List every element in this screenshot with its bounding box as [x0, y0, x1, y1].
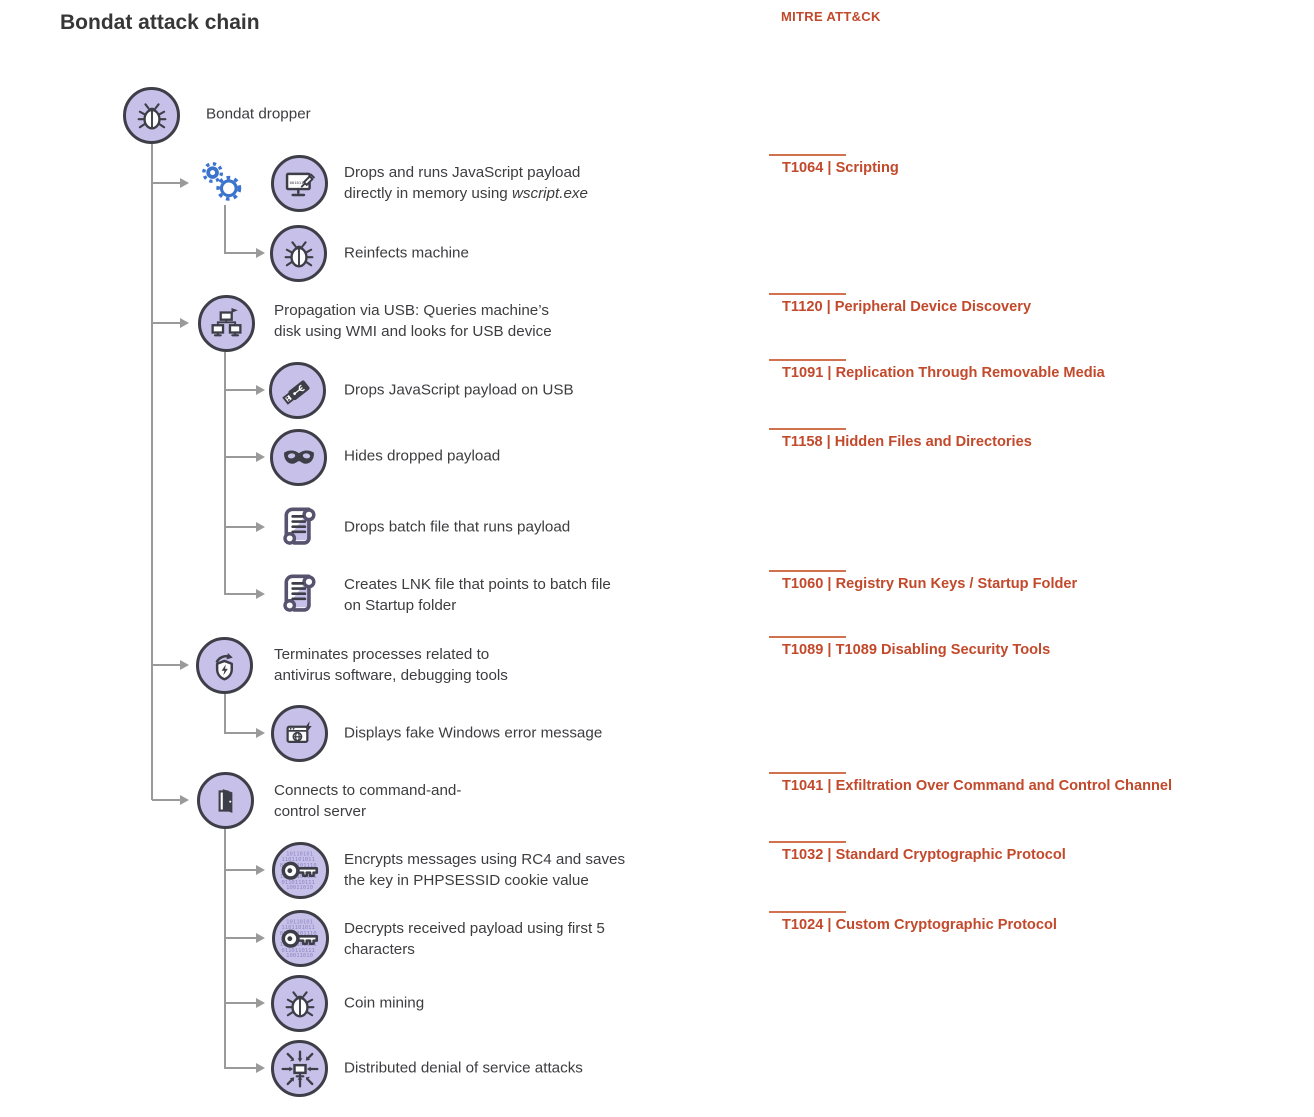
- arrow-icon: [180, 178, 189, 188]
- coin-mining-label: Coin mining: [344, 994, 425, 1012]
- technique-overline: [769, 428, 846, 430]
- ddos-label: Distributed denial of service attacks: [344, 1059, 583, 1077]
- terminate-av-node: [196, 637, 253, 694]
- arrow-icon: [256, 385, 265, 395]
- technique-t1060: T1060 | Registry Run Keys / Startup Folder: [769, 570, 1314, 592]
- hide-payload-node: [270, 429, 327, 486]
- technique-t1032: T1032 | Standard Cryptographic Protocol: [769, 841, 1314, 863]
- arrow-icon: [256, 589, 265, 599]
- technique-overline: [769, 772, 846, 774]
- browser-bolt-icon: [282, 716, 318, 752]
- encrypt-label: Encrypts messages using RC4 and saves the key in PHPSESSID cookie value: [344, 851, 626, 889]
- technique-overline: [769, 911, 846, 913]
- reinfect-label: Reinfects machine: [344, 244, 469, 262]
- connector-line: [224, 869, 256, 871]
- connector-line: [224, 526, 256, 528]
- bondat-dropper-label: Bondat dropper: [206, 105, 311, 123]
- arrow-icon: [256, 865, 265, 875]
- technique-overline: [769, 154, 846, 156]
- technique-overline: [769, 293, 846, 295]
- arrow-icon: [256, 248, 265, 258]
- arrow-icon: [256, 1063, 265, 1073]
- connector-line: [152, 664, 180, 666]
- connector-line: [224, 252, 256, 254]
- door-icon: [209, 784, 243, 818]
- usb-drop-label: Drops JavaScript payload on USB: [344, 381, 574, 399]
- shield-refresh-icon: [207, 648, 243, 684]
- arrow-icon: [256, 998, 265, 1008]
- terminate-av-label: Terminates processes related to antivirus software, debugging tools: [274, 646, 508, 684]
- gears-icon: [199, 161, 245, 203]
- connector-line: [224, 694, 226, 734]
- technique-t1024: T1024 | Custom Cryptographic Protocol: [769, 911, 1314, 933]
- mask-icon: [280, 439, 318, 477]
- encrypt-node: [272, 842, 329, 899]
- connector-line: [224, 1067, 256, 1069]
- mitre-attack-column-header: MITRE ATT&CK: [781, 9, 881, 24]
- technique-t1041: T1041 | Exfiltration Over Command and Control Channel: [769, 772, 1314, 794]
- technique-overline: [769, 359, 846, 361]
- batch-file-label: Drops batch file that runs payload: [344, 518, 571, 536]
- c2-node: [197, 772, 254, 829]
- technique-t1120: T1120 | Peripheral Device Discovery: [769, 293, 1314, 315]
- ddos-node: [271, 1040, 328, 1097]
- connector-line: [224, 1002, 256, 1004]
- connector-line: [224, 456, 256, 458]
- connector-line: [224, 732, 256, 734]
- arrow-icon: [180, 795, 189, 805]
- arrow-icon: [256, 933, 265, 943]
- arrow-icon: [256, 452, 265, 462]
- technique-t1089: T1089 | T1089 Disabling Security Tools: [769, 636, 1314, 658]
- decrypt-node: [272, 910, 329, 967]
- fake-error-node: [271, 705, 328, 762]
- key-binary-icon: [275, 844, 326, 898]
- key-binary-icon: [275, 912, 326, 966]
- arrow-icon: [180, 318, 189, 328]
- connector-line: [224, 937, 256, 939]
- page-title: Bondat attack chain: [60, 11, 260, 34]
- connector-line: [224, 389, 256, 391]
- hide-payload-label: Hides dropped payload: [344, 447, 501, 465]
- connector-line: [152, 182, 180, 184]
- ddos-icon: [278, 1047, 322, 1091]
- technique-t1158: T1158 | Hidden Files and Directories: [769, 428, 1314, 450]
- connector-line: [152, 799, 180, 801]
- monitor-syringe-icon: [282, 166, 318, 202]
- connector-line: [151, 144, 153, 800]
- propagation-label: Propagation via USB: Queries machine’s disk using WMI and looks for USB device: [274, 302, 552, 340]
- c2-label: Connects to command-and- control server: [274, 782, 462, 820]
- reinfect-node: [270, 225, 327, 282]
- propagation-node: [198, 295, 255, 352]
- decrypt-label: Decrypts received payload using first 5 characters: [344, 920, 605, 958]
- scroll-icon: [273, 499, 323, 555]
- arrow-icon: [256, 728, 265, 738]
- connector-line: [224, 829, 226, 1068]
- usb-drop-node: [269, 362, 326, 419]
- bug-icon: [282, 237, 316, 271]
- connector-line: [224, 205, 226, 253]
- network-icon: [208, 305, 245, 342]
- arrow-icon: [256, 522, 265, 532]
- js-payload-label: Drops and runs JavaScript payload directly in memory using wscript.exe: [344, 164, 588, 202]
- fake-error-label: Displays fake Windows error message: [344, 724, 603, 742]
- technique-overline: [769, 636, 846, 638]
- technique-t1091: T1091 | Replication Through Removable Media: [769, 359, 1314, 381]
- connector-line: [152, 322, 180, 324]
- bug-icon: [283, 987, 317, 1021]
- scroll-icon: [273, 566, 323, 622]
- connector-line: [224, 593, 256, 595]
- lnk-file-label: Creates LNK file that points to batch file on Startup folder: [344, 576, 611, 614]
- technique-t1064: T1064 | Scripting: [769, 154, 1314, 176]
- arrow-icon: [180, 660, 189, 670]
- usb-icon: [278, 371, 318, 411]
- technique-overline: [769, 841, 846, 843]
- bondat-dropper-node: [123, 87, 180, 144]
- js-payload-node: [271, 155, 328, 212]
- coin-mining-node: [271, 975, 328, 1032]
- bug-icon: [135, 99, 169, 133]
- technique-overline: [769, 570, 846, 572]
